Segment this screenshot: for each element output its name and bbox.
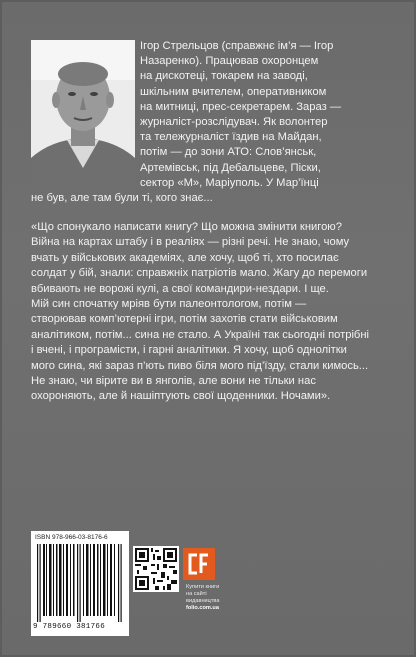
quote-line: солдат у бій, знали: справжніх патріотів мало. Жагу до перемоги <box>31 267 368 280</box>
isbn-barcode-block <box>31 531 129 636</box>
bio-line: на митниці, прес-секретарем. Зараз — <box>140 100 342 113</box>
bio-line: Назаренко). Працював охоронцем <box>140 55 319 68</box>
shop-line: видавництва <box>186 598 220 604</box>
shop-line: Купити книги <box>186 584 220 590</box>
publisher-shop-info <box>186 584 246 612</box>
quote-line: вчать у військових академіях, але хочу, щоб ті, хто посилає <box>31 251 339 264</box>
bio-line: журналіст-розслідувач. Як волонтер <box>140 116 328 129</box>
publisher-url-link[interactable]: folio.com.ua <box>186 605 219 611</box>
author-photo <box>31 40 135 187</box>
author-quote <box>31 220 391 405</box>
quote-line: аналітиком, потім... сина не стало. А Україні так сьогодні потрібні <box>31 328 369 341</box>
bio-line: сектор «М», Маріуполь. У Мар’їнці <box>140 176 319 189</box>
publisher-logo <box>183 548 215 580</box>
quote-line: Мій син спочатку мріяв бути палеонтологом, потім — <box>31 298 307 311</box>
quote-line: і вчені, і програмісти, і гарні аналітики. Я хочу, щоб однолітки <box>31 344 347 357</box>
bio-line: на дискотеці, токарем на заводі, <box>140 70 308 83</box>
bio-line: потім — до зони АТО: Слов’янськ, <box>140 146 317 159</box>
author-bio <box>140 39 390 191</box>
quote-line: створював комп’ютерні ігри, потім захотів стати військовим <box>31 313 338 326</box>
isbn-label: ISBN 978-966-03-8176-6 <box>35 534 108 541</box>
author-portrait-image <box>31 40 135 187</box>
quote-line: мого сина, які зараз п’ють пиво біля мого під’їзду, стали кимось... <box>31 359 369 372</box>
bio-line: Ігор Стрельцов (справжнє ім’я — Ігор <box>140 40 334 52</box>
publisher-logo-icon <box>183 548 215 580</box>
bio-line: Артемівськ, під Дебальцеве, Піски, <box>140 161 321 174</box>
quote-line: «Що спонукало написати книгу? Що можна змінити книгою? <box>31 221 342 233</box>
bio-last-line: не був, але там були ті, кого знає... <box>31 192 213 204</box>
quote-line: вбивають не ворожі кулі, а свої командири-нездари. І ще. <box>31 282 329 295</box>
qr-code-icon[interactable] <box>133 546 179 592</box>
barcode-number: 9 789660 381766 <box>33 623 106 631</box>
quote-line: Війна на картах штабу і в реаліях — різні речі. Не знаю, чому <box>31 236 350 249</box>
barcode-icon <box>35 544 125 622</box>
bio-line: та тележурналіст їздив на Майдан, <box>140 131 322 144</box>
bio-line: шкільним вчителем, оперативником <box>140 85 327 98</box>
shop-line: на сайті <box>186 591 207 597</box>
quote-line: охороняють, але й нашіптують свої щоденники. Ночами». <box>31 390 331 403</box>
quote-line: Не знаю, чи вірите ви в янголів, але вони не тільки нас <box>31 375 316 388</box>
